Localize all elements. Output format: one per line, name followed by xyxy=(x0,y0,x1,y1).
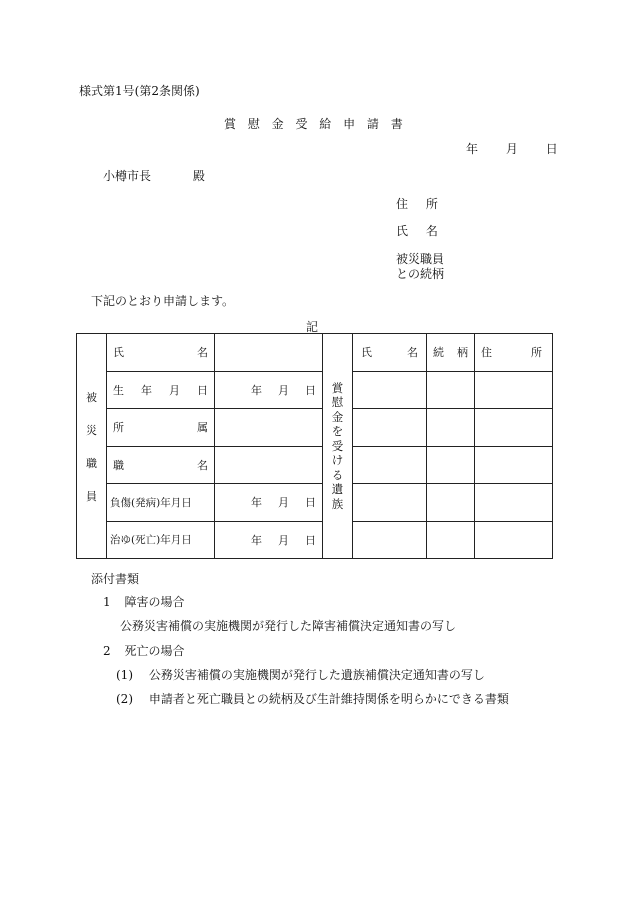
family-cell[interactable] xyxy=(427,521,475,559)
family-header-char: 遺 xyxy=(331,482,344,497)
row-label-birthdate xyxy=(107,371,215,409)
ymd-day: 日 xyxy=(305,496,316,510)
document-title: 賞 慰 金 受 給 申 請 書 xyxy=(224,117,407,131)
family-cell[interactable] xyxy=(427,409,475,447)
row-value-name[interactable] xyxy=(215,334,323,372)
family-header-char: 受 xyxy=(331,438,344,453)
family-header-char: 賞 xyxy=(331,380,344,395)
row-label-part: 名 xyxy=(197,458,208,472)
victim-header-char: 被 xyxy=(86,390,97,404)
table-row xyxy=(77,446,553,484)
family-header-char: 族 xyxy=(331,496,344,511)
family-cell[interactable] xyxy=(475,521,553,559)
family-cell[interactable] xyxy=(475,446,553,484)
row-value-recovery-date[interactable] xyxy=(215,521,323,559)
attachment-text: 公務災害補償の実施機関が発行した遺族補償決定通知書の写し xyxy=(148,668,485,682)
attachment-item-1 xyxy=(103,593,184,610)
row-label-affiliation xyxy=(107,409,215,447)
ymd-month: 月 xyxy=(278,496,289,510)
row-label-part: 氏 xyxy=(113,346,124,360)
row-value-injury-date[interactable] xyxy=(215,484,323,522)
family-col-part: 住 xyxy=(481,346,492,360)
ymd-month: 月 xyxy=(278,533,289,547)
attachments-heading: 添付書類 xyxy=(91,572,140,586)
addressee xyxy=(103,167,205,184)
family-header-char: け xyxy=(331,453,344,468)
attachment-num: (1) xyxy=(116,668,133,682)
applicant-name-label: 氏 名 xyxy=(396,224,438,238)
row-value-job-title[interactable] xyxy=(215,446,323,484)
family-cell[interactable] xyxy=(427,484,475,522)
ki-label: 記 xyxy=(306,320,319,334)
family-cell[interactable] xyxy=(475,484,553,522)
family-cell[interactable] xyxy=(427,446,475,484)
row-label-job-title xyxy=(107,446,215,484)
family-col-part: 氏 xyxy=(361,346,372,360)
family-header-char: 慰 xyxy=(331,395,344,410)
date-year: 年 xyxy=(466,142,479,156)
row-label-part: 生 xyxy=(113,383,124,397)
table-row xyxy=(77,409,553,447)
family-col-relation xyxy=(427,334,475,372)
date-line xyxy=(466,140,558,157)
attachment-item-2-2 xyxy=(116,690,509,707)
addressee-honorific: 殿 xyxy=(192,169,205,183)
table-row xyxy=(77,334,553,372)
row-label-injury-date: 負傷(発病)年月日 xyxy=(107,484,215,522)
row-label-part: 職 xyxy=(113,458,124,472)
row-value-birthdate[interactable] xyxy=(215,371,323,409)
ymd-year: 年 xyxy=(251,383,262,397)
row-label-recovery-date: 治ゆ(死亡)年月日 xyxy=(107,521,215,559)
family-header-char: 金 xyxy=(331,409,344,424)
date-month: 月 xyxy=(505,142,518,156)
attachment-item-1-detail: 公務災害補償の実施機関が発行した障害補償決定通知書の写し xyxy=(120,619,457,633)
applicant-relation-label-2: との続柄 xyxy=(396,267,445,281)
attachment-num: (2) xyxy=(116,692,133,706)
family-cell[interactable] xyxy=(353,521,427,559)
victim-header-char: 員 xyxy=(86,489,97,503)
victim-header xyxy=(77,334,107,559)
family-col-address xyxy=(475,334,553,372)
ymd-year: 年 xyxy=(251,496,262,510)
applicant-address-label: 住 所 xyxy=(396,197,438,211)
ymd-day: 日 xyxy=(305,533,316,547)
intro-text: 下記のとおり申請します。 xyxy=(91,294,235,308)
family-col-part: 名 xyxy=(407,346,418,360)
row-value-affiliation[interactable] xyxy=(215,409,323,447)
family-col-part: 所 xyxy=(531,346,542,360)
ymd-month: 月 xyxy=(278,383,289,397)
applicant-relation-label-1: 被災職員 xyxy=(396,252,445,266)
family-header-char: る xyxy=(331,467,344,482)
row-label-part: 名 xyxy=(197,346,208,360)
attachment-num: 2 xyxy=(103,644,111,658)
family-cell[interactable] xyxy=(475,409,553,447)
family-cell[interactable] xyxy=(353,409,427,447)
row-label-part: 年 xyxy=(141,383,152,397)
ymd-day: 日 xyxy=(305,383,316,397)
date-day: 日 xyxy=(545,142,558,156)
family-col-name xyxy=(353,334,427,372)
family-cell[interactable] xyxy=(353,371,427,409)
ymd-year: 年 xyxy=(251,533,262,547)
table-row xyxy=(77,521,553,559)
attachment-item-2-1 xyxy=(116,666,485,683)
family-col-part: 柄 xyxy=(457,346,468,360)
row-label-name xyxy=(107,334,215,372)
attachment-item-2 xyxy=(103,642,184,659)
victim-header-char: 職 xyxy=(86,456,97,470)
attachment-text: 障害の場合 xyxy=(124,595,185,609)
family-cell[interactable] xyxy=(353,484,427,522)
victim-header-char: 災 xyxy=(86,423,97,437)
application-table xyxy=(76,333,553,559)
row-label-part: 月 xyxy=(169,383,180,397)
form-number: 様式第1号(第2条関係) xyxy=(79,84,200,98)
table-row xyxy=(77,484,553,522)
family-cell[interactable] xyxy=(353,446,427,484)
row-label-part: 日 xyxy=(197,383,208,397)
table-row xyxy=(77,371,553,409)
attachment-text: 死亡の場合 xyxy=(124,644,185,658)
row-label-part: 属 xyxy=(197,421,208,435)
family-header-char: を xyxy=(331,424,344,439)
addressee-mayor: 小樽市長 xyxy=(103,169,152,183)
family-col-part: 続 xyxy=(433,346,444,360)
attachment-text: 申請者と死亡職員との続柄及び生計維持関係を明らかにできる書類 xyxy=(148,692,509,706)
attachment-num: 1 xyxy=(103,595,111,609)
family-header xyxy=(323,334,353,559)
family-cell[interactable] xyxy=(475,371,553,409)
row-label-part: 所 xyxy=(113,421,124,435)
family-cell[interactable] xyxy=(427,371,475,409)
